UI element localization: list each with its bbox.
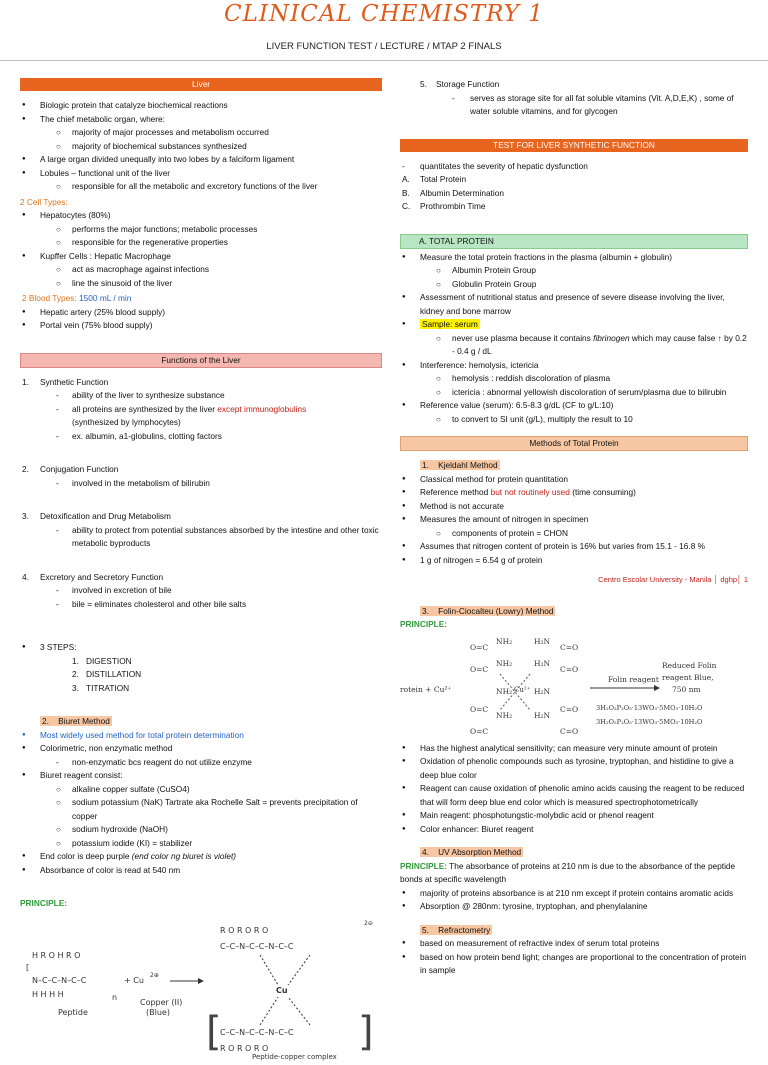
amide-group: C=O	[560, 642, 579, 652]
list-item: ● Has the highest analytical sensitivity; can measure very minute amount of protein	[400, 742, 748, 756]
function-detox	[20, 510, 382, 524]
list-item: - involved in excretion of bile	[20, 584, 382, 598]
list-item: ○ line the sinusoid of the liver	[20, 277, 382, 291]
list-number: 2.	[22, 464, 29, 474]
uv-heading	[400, 846, 748, 860]
list-item: ○ responsible for the regenerative properties	[20, 236, 382, 250]
complex-label: Peptide-copper complex	[252, 1052, 337, 1061]
folin-heading	[400, 605, 748, 619]
list-item: ○ alkaline copper sulfate (CuSO4)	[20, 783, 382, 797]
list-item: - ex. albumin, a1-globulins, clotting factors	[20, 430, 382, 444]
list-letter: B.	[402, 187, 410, 198]
total-protein-bar: A. TOTAL PROTEIN	[400, 234, 748, 249]
refractometry-list	[400, 937, 748, 978]
function-conjugation	[20, 463, 382, 477]
reagent-formula: 3H₂O₂P₂O₅·13WO₃·5MO₃·10H₂O	[596, 717, 703, 726]
list-item: ● Method is not accurate	[400, 500, 748, 514]
list-item: ● Color enhancer: Biuret reagent	[400, 823, 748, 837]
complex-top: R O R O R O	[220, 925, 269, 935]
list-item	[400, 173, 748, 187]
complex-top-chain: C–C–N–C–C–N–C–C	[220, 941, 294, 951]
list-item: ● Absorption @ 280nm: tyrosine, tryptophan, and phenylalanine	[400, 900, 748, 914]
list-item: ○ Globulin Protein Group	[400, 278, 748, 292]
list-item: ○ majority of biochemical substances synthesized	[20, 140, 382, 154]
list-item: - ability to protect from potential substances absorbed by the intestine and other toxic metabolic byproducts	[20, 524, 382, 551]
function-title: Excretory and Secretory Function	[40, 571, 164, 582]
liver-section-bar: Liver	[20, 78, 382, 91]
amide-group: NH₂	[496, 710, 513, 720]
text-span: The absorbance of proteins at 210 nm is due to the absorbance of the peptide bonds at specific wavelength	[400, 860, 736, 884]
list-item: ○ to convert to SI unit (g/L), multiply the result to 10	[400, 413, 748, 427]
uv-list	[400, 887, 748, 914]
document-subtitle: LIVER FUNCTION TEST / LECTURE / MTAP 2 FINALS	[266, 41, 502, 52]
list-item: ○ hemolysis : reddish discoloration of plasma	[400, 372, 748, 386]
list-letter: A.	[402, 174, 410, 184]
total-protein-list	[400, 251, 748, 427]
list-item: ○ act as macrophage against infections	[20, 263, 382, 277]
principle-label: PRINCIPLE:	[400, 860, 448, 871]
amide-group: H₂N	[534, 636, 551, 646]
list-item	[400, 160, 748, 174]
list-number: 5.	[422, 924, 429, 935]
folin-list	[400, 742, 748, 837]
list-item: ● Assessment of nutritional status and presence of severe disease involving the liver, kidney and bone marrow	[400, 291, 748, 318]
blood-types-rate: 1500 mL / min	[79, 293, 132, 303]
list-item: - ability of the liver to synthesize substance	[20, 389, 382, 403]
reaction-arrowhead	[198, 978, 204, 984]
list-item: ● Measure the total protein fractions in the plasma (albumin + globulin)	[400, 251, 748, 265]
coordination-bond	[288, 997, 310, 1025]
page-footer	[400, 573, 748, 587]
list-item: ○ sodium potassium (NaK) Tartrate aka Rochelle Salt = prevents precipitation of copper	[20, 796, 382, 823]
wavelength-label: 750 nm	[672, 684, 701, 694]
list-item	[400, 187, 748, 201]
list-item: ● majority of proteins absorbance is at 210 nm except if protein contains aromatic acids	[400, 887, 748, 901]
step-text: DIGESTION	[86, 655, 132, 666]
amide-group: C=O	[560, 726, 579, 736]
amide-group: H₂N	[534, 658, 551, 668]
list-item: ● Biologic protein that catalyze biochemical reactions	[20, 99, 382, 113]
complex-bracket-right: ]	[358, 1008, 374, 1055]
list-item: ● Hepatic artery (25% blood supply)	[20, 306, 382, 320]
text-span: except immunoglobulins	[217, 403, 307, 414]
list-item: ○ performs the major functions; metabolic processes	[20, 223, 382, 237]
liver-list	[20, 99, 382, 194]
list-item: ○ components of protein = CHON	[400, 527, 748, 541]
list-number: 2.	[72, 669, 79, 679]
cell-types-list	[20, 209, 382, 290]
list-item: ● Reagent can cause oxidation of phenolic amino acids causing the reagent to be reduced that will form deep blue end color which is measured spectrophotometrically	[400, 782, 748, 809]
list-item: ● Lobules – functional unit of the liver	[20, 167, 382, 181]
text-span: Albumin Determination	[420, 187, 504, 198]
blood-types-label: 2 Blood Types:	[22, 293, 77, 303]
list-number: 4.	[22, 571, 29, 582]
complex-bottom: R O R O R O	[220, 1043, 269, 1053]
peptide-bracket: [	[26, 962, 30, 972]
header-rule	[0, 60, 768, 61]
amide-group: O=C	[470, 642, 489, 652]
method-title: UV Absorption Method	[438, 847, 522, 857]
list-item: ● Interference: hemolysis, ictericia	[400, 359, 748, 373]
list-item: ● 1 g of nitrogen = 6.54 g of protein	[400, 554, 748, 568]
function-synthetic	[20, 376, 382, 390]
list-number: 1.	[22, 376, 29, 387]
biuret-list	[20, 729, 382, 878]
functions-section-bar: Functions of the Liver	[20, 353, 382, 368]
biuret-reaction-figure	[20, 915, 382, 1065]
text-span: all proteins are synthesized by the liver	[72, 403, 218, 414]
list-item	[400, 486, 748, 500]
list-number: 2.	[42, 716, 49, 726]
method-title: Kjeldahl Method	[438, 460, 498, 470]
footer-author: dghp	[720, 575, 738, 584]
function-title: Conjugation Function	[40, 464, 119, 474]
list-item: ○ Albumin Protein Group	[400, 264, 748, 278]
step-item	[20, 655, 382, 669]
list-item: ● Assumes that nitrogen content of protein is 16% but varies from 15.1 - 16.8 %	[400, 540, 748, 554]
list-letter: C.	[402, 201, 411, 211]
complex-bottom-chain: C–C–N–C–C–N–C–C	[220, 1027, 294, 1037]
document-title: CLINICAL CHEMISTRY 1	[224, 1, 544, 27]
text-span: Total Protein	[420, 174, 467, 184]
footer-page: 1	[743, 575, 748, 584]
footer-separator: │	[713, 575, 719, 584]
function-storage	[400, 78, 748, 92]
reagent-blue-label: reagent Blue,	[662, 672, 714, 682]
text-span: (time consuming)	[569, 487, 636, 497]
copper-ion: + Cu	[124, 975, 144, 985]
text-span: but not routinely used	[490, 487, 570, 497]
list-item: ○ sodium hydroxide (NaOH)	[20, 823, 382, 837]
list-item: ● Most widely used method for total protein determination	[20, 729, 382, 743]
coordination-bond	[260, 997, 278, 1025]
amide-group: NH₂	[496, 636, 513, 646]
step-item	[20, 682, 382, 696]
coordination-bond	[260, 955, 278, 985]
list-item	[20, 403, 382, 430]
amide-group: O=C	[470, 726, 489, 736]
protein-copper-label: rotein + Cu²⁺	[400, 684, 452, 694]
list-item: ● Kupffer Cells : Hepatic Macrophage	[20, 250, 382, 264]
dash-glyph: -	[402, 160, 405, 171]
principle-label: PRINCIPLE:	[20, 898, 68, 908]
function-title: Detoxification and Drug Metabolism	[40, 511, 171, 521]
complex-bracket-left: [	[206, 1008, 222, 1055]
list-number: 1.	[422, 460, 429, 470]
list-number: 3.	[72, 682, 79, 693]
copper-center: Cu	[276, 985, 288, 995]
steps-list	[20, 641, 382, 655]
list-item: ● Oxidation of phenolic compounds such as tyrosine, tryptophan, and histidine to give a deep blue color	[400, 755, 748, 782]
list-item: ● Reference value (serum): 6.5-8.3 g/dL (CF to g/L:10)	[400, 399, 748, 413]
list-item: ● 3 STEPS:	[20, 641, 382, 655]
uv-principle	[400, 860, 748, 887]
list-item: ● A large organ divided unequally into two lobes by a falciform ligament	[20, 153, 382, 167]
method-title: Biuret Method	[58, 716, 110, 726]
refractometry-heading	[400, 924, 748, 938]
list-item: ● based on how protein bend light; changes are proportional to the concentration of protein in sample	[400, 951, 748, 978]
method-title: Folin-Ciocalteu (Lowry) Method	[438, 605, 554, 616]
methods-bar: Methods of Total Protein	[400, 436, 748, 451]
peptide-label: Peptide	[58, 1007, 88, 1017]
step-item	[20, 668, 382, 682]
amide-group: NH₂	[496, 686, 513, 696]
text-span: (end color ng biuret is violet)	[131, 851, 237, 861]
amide-group: C=O	[560, 704, 579, 714]
list-item: ○ ictericia : abnormal yellowish discoloration of serum/plasma due to bilirubin	[400, 386, 748, 400]
footer-school: Centro Escolar University - Manila	[598, 575, 712, 584]
text-span: never use plasma because it contains	[452, 332, 594, 343]
principle-label: PRINCIPLE:	[400, 619, 448, 629]
amide-group: H₂N	[534, 686, 551, 696]
footer-separator: │	[737, 575, 742, 584]
list-item	[400, 318, 748, 332]
copper-label: Copper (II)	[140, 997, 183, 1007]
blood-types-line	[20, 292, 382, 306]
function-excretory	[20, 571, 382, 585]
step-text: DISTILLATION	[86, 669, 142, 679]
peptide-hydrogens: H H H H	[32, 989, 64, 999]
list-item: ● based on measurement of refractive index of serum total proteins	[400, 937, 748, 951]
reagent-formula: 3H₂O₂P₂O₅·13WO₃·5MO₃·10H₂O	[596, 703, 703, 712]
list-item: ● Biuret reagent consist:	[20, 769, 382, 783]
copper-center: Cu²⁺	[514, 685, 531, 694]
text-span: quantitates the severity of hepatic dysfunction	[420, 160, 588, 171]
folin-reagent-label: Folin reagent	[608, 674, 659, 684]
list-item	[400, 332, 748, 359]
list-item: ○ potassium iodide (KI) = stabilizer	[20, 837, 382, 851]
list-item	[400, 200, 748, 214]
peptide-subscript: n	[112, 992, 118, 1002]
list-item: ○ responsible for all the metabolic and excretory functions of the liver	[20, 180, 382, 194]
cell-types-label: 2 Cell Types:	[20, 196, 68, 207]
right-column	[400, 78, 748, 978]
list-item: ● Colorimetric, non enzymatic method	[20, 742, 382, 756]
list-item: - serves as storage site for all fat soluble vitamins (Vit. A,D,E,K) , some of water soluble vitamins, and for glycogen	[400, 92, 748, 119]
peptide-chain: N–C–C–N–C–C	[32, 975, 87, 985]
coordination-bond	[288, 955, 310, 985]
function-title: Storage Function	[436, 79, 500, 89]
synthetic-function-bar: TEST FOR LIVER SYNTHETIC FUNCTION	[400, 139, 748, 152]
amide-group: O=C	[470, 664, 489, 674]
peptide-structure: H R O H R O	[32, 950, 81, 960]
kjeldahl-list	[400, 473, 748, 568]
amide-group: NH₂	[496, 658, 513, 668]
blood-list	[20, 306, 382, 333]
text-span: (synthesized by lymphocytes)	[72, 417, 181, 427]
text-span: which may cause false ↑ by 0.2 - 0.4 g / dL	[452, 332, 747, 356]
biuret-heading	[20, 715, 382, 729]
list-item: ● The chief metabolic organ, where:	[20, 113, 382, 127]
reduced-folin-label: Reduced Folin	[662, 660, 717, 670]
amide-group: O=C	[470, 704, 489, 714]
text-span: End color is deep purple	[40, 851, 132, 861]
copper-charge: 2⊕	[150, 971, 159, 979]
method-title: Refractometry	[438, 924, 491, 935]
list-item: - non-enzymatic bcs reagent do not utilize enzyme	[20, 756, 382, 770]
sample-highlight: Sample: serum	[422, 319, 478, 329]
list-item: ● Absorbance of color is read at 540 nm	[20, 864, 382, 878]
left-column	[20, 78, 382, 1065]
list-item: ● Main reagent: phosphotungstic-molybdic acid or phenol reagent	[400, 809, 748, 823]
reaction-arrowhead	[654, 685, 660, 691]
amide-group: H₂N	[534, 710, 551, 720]
list-number: 4.	[422, 847, 429, 857]
kjeldahl-heading	[400, 459, 748, 473]
list-item: ● Portal vein (75% blood supply)	[20, 319, 382, 333]
text-span: Reference method	[420, 487, 491, 497]
amide-group: C=O	[560, 664, 579, 674]
step-text: TITRATION	[86, 682, 130, 693]
list-number: 3.	[22, 511, 29, 521]
folin-reaction-figure	[400, 632, 748, 742]
list-item: ● Hepatocytes (80%)	[20, 209, 382, 223]
copper-blue-label: (Blue)	[146, 1007, 170, 1017]
list-number: 1.	[72, 655, 79, 666]
list-item: - involved in the metabolism of bilirubin	[20, 477, 382, 491]
list-number: 5.	[420, 79, 427, 89]
text-span: Prothrombin Time	[420, 201, 486, 211]
complex-charge: 2⊖	[364, 919, 373, 927]
function-title: Synthetic Function	[40, 376, 109, 387]
text-span: fibrinogen	[593, 332, 630, 343]
list-item: ○ majority of major processes and metabolism occurred	[20, 126, 382, 140]
list-item: - bile = eliminates cholesterol and other bile salts	[20, 598, 382, 612]
list-item: ● Measures the amount of nitrogen in specimen	[400, 513, 748, 527]
list-item: ● Classical method for protein quantitation	[400, 473, 748, 487]
list-item	[20, 850, 382, 864]
list-number: 3.	[422, 605, 429, 616]
